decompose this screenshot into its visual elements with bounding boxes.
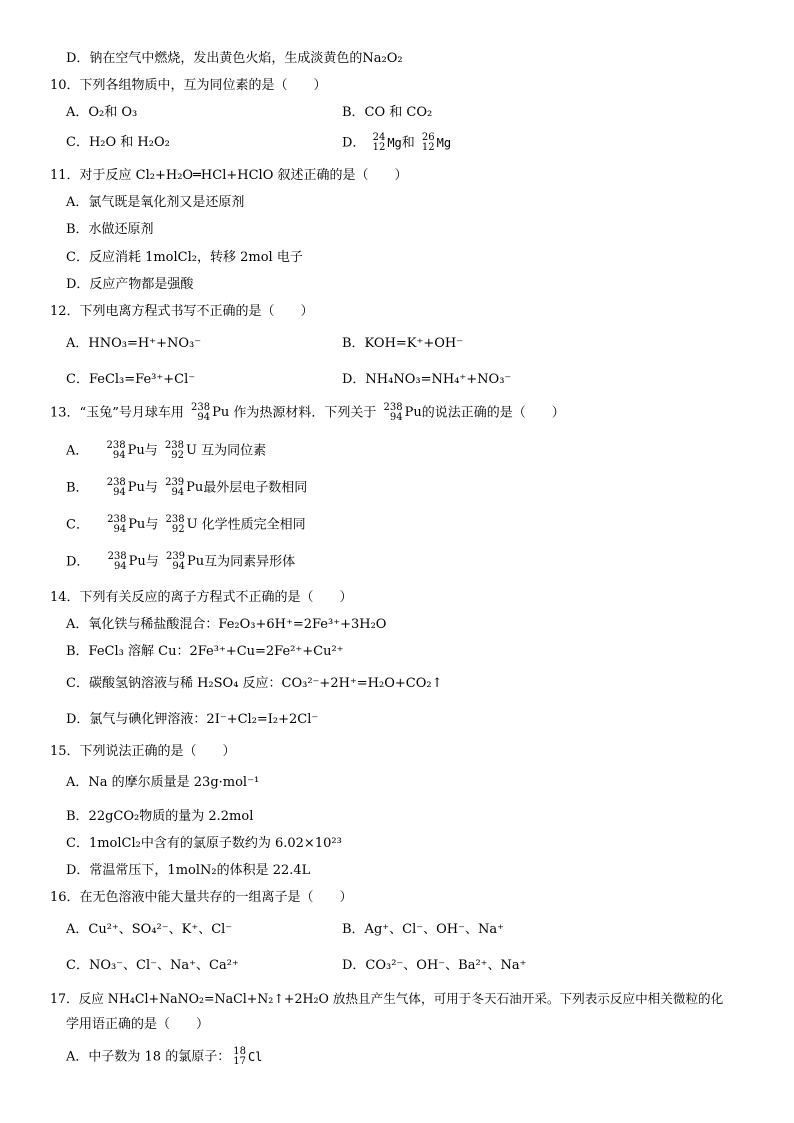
- connector: 和: [401, 135, 415, 151]
- atomic-number: 94: [172, 561, 186, 572]
- q14-option-d: D．氯气与碘化钾溶液：2I⁻+Cl₂=I₂+2Cl⁻: [66, 712, 319, 727]
- atomic-number: 94: [113, 487, 126, 498]
- mass-number: 239: [165, 551, 186, 562]
- q11-option-a: A．氯气既是氧化剂又是还原剂: [66, 195, 245, 210]
- q12-option-d: D．NH₄NO₃=NH₄⁺+NO₃⁻: [342, 372, 512, 387]
- nuclide-pu238: [107, 441, 126, 461]
- element-symbol: Mg: [436, 136, 452, 150]
- element-symbol: Pu: [128, 554, 146, 569]
- element-symbol: Pu: [128, 517, 146, 532]
- element-symbol: Pu: [404, 405, 422, 420]
- q14-option-a: A．氧化铁与稀盐酸混合：Fe₂O₃+6H⁺=2Fe³⁺+3H₂O: [66, 617, 387, 632]
- atomic-number: 94: [113, 524, 127, 535]
- q13-option-b: [66, 475, 307, 502]
- atomic-number: 94: [389, 412, 403, 423]
- atomic-number: 17: [233, 1056, 246, 1067]
- mass-number: 26: [421, 132, 435, 143]
- nuclide-pu238: [107, 515, 126, 535]
- nuclide-pu238: [108, 552, 127, 572]
- q12-option-a: A．HNO₃=H⁺+NO₃⁻: [66, 336, 202, 351]
- mass-number: 238: [107, 551, 127, 562]
- atomic-number: 94: [171, 487, 185, 498]
- q9-option-d: D．钠在空气中燃烧，发出黄色火焰，生成淡黄色的Na₂O₂: [66, 51, 403, 66]
- q16-stem: 16．在无色溶液中能大量共存的一组离子是（ ）: [50, 890, 353, 905]
- q16-option-b: B．Ag⁺、Cl⁻、OH⁻、Na⁺: [342, 922, 504, 937]
- nuclide-u238: [165, 515, 184, 535]
- q16-option-d: D．CO₃²⁻、OH⁻、Ba²⁺、Na⁺: [342, 958, 527, 973]
- q15-option-a: A．Na 的摩尔质量是 23g·mol⁻¹: [66, 775, 260, 790]
- q12-option-b: B．KOH=K⁺+OH⁻: [342, 336, 464, 351]
- nuclide-pu238: [107, 478, 126, 498]
- connector: 与: [145, 554, 159, 570]
- q10-option-b: B．CO 和 CO₂: [342, 105, 433, 120]
- mass-number: 238: [164, 440, 184, 451]
- nuclide-pu239: [166, 552, 185, 572]
- element-symbol: Pu: [127, 480, 145, 495]
- q13-option-a: [66, 438, 266, 465]
- q11-stem: 11．对于反应 Cl₂+H₂O═HCl+HClO 叙述正确的是（ ）: [50, 168, 408, 183]
- nuclide-cl18: [233, 1047, 246, 1067]
- q15-stem: 15．下列说法正确的是（ ）: [50, 744, 236, 759]
- element-symbol: U: [186, 443, 197, 458]
- q10-option-d-label: D．: [342, 135, 366, 151]
- q13-option-d: [66, 549, 295, 576]
- nuclide-u238: [165, 441, 184, 461]
- mass-number: 238: [107, 514, 127, 525]
- nuclide-pu238: [384, 403, 403, 423]
- element-symbol: Pu: [187, 554, 205, 569]
- stem-part: 13．“玉兔”号月球车用: [50, 405, 184, 421]
- q17-stem-line-2: 学用语正确的是（ ）: [66, 1017, 210, 1032]
- element-symbol: Cl: [247, 1050, 263, 1064]
- atomic-number: 92: [171, 450, 184, 461]
- option-text: A．中子数为 18 的氯原子：: [66, 1049, 231, 1065]
- nuclide-pu238: [191, 403, 210, 423]
- q10-option-a: A．O₂和 O₃: [66, 105, 138, 120]
- option-label: B．: [66, 480, 89, 496]
- atomic-number: 94: [112, 450, 126, 461]
- q17-stem-line-1: 17．反应 NH₄Cl+NaNO₂=NaCl+N₂↑+2H₂O 放热且产生气体，可用于冬天石油开采。下列表示反应中相关微粒的化: [50, 991, 724, 1006]
- element-symbol: Pu: [212, 405, 230, 420]
- nuclide-pu239: [165, 478, 184, 498]
- q15-option-b: B．22gCO₂物质的量为 2.2mol: [66, 809, 254, 824]
- q11-option-b: B．水做还原剂: [66, 222, 154, 237]
- option-text: 最外层电子数相同: [203, 480, 308, 496]
- connector: 与: [144, 443, 158, 459]
- mass-number: 238: [383, 402, 403, 413]
- q12-option-c: C．FeCl₃=Fe³⁺+Cl⁻: [66, 372, 196, 387]
- option-label: A．: [66, 443, 89, 459]
- q16-option-c: C．NO₃⁻、Cl⁻、Na⁺、Ca²⁺: [66, 958, 239, 973]
- element-symbol: Pu: [186, 480, 204, 495]
- q10-stem: 10．下列各组物质中，互为同位素的是（ ）: [50, 78, 327, 93]
- q14-option-b: B．FeCl₃ 溶解 Cu：2Fe³⁺+Cu=2Fe²⁺+Cu²⁺: [66, 644, 344, 659]
- q14-option-c: C．碳酸氢钠溶液与稀 H₂SO₄ 反应：CO₃²⁻+2H⁺=H₂O+CO₂↑: [66, 676, 443, 691]
- atomic-number: 12: [421, 142, 435, 153]
- option-text: 互为同素异形体: [204, 554, 296, 570]
- mass-number: 238: [190, 402, 211, 413]
- mass-number: 238: [165, 514, 185, 525]
- mass-number: 238: [106, 440, 126, 451]
- q12-stem: 12．下列电离方程式书写不正确的是（ ）: [50, 304, 314, 319]
- q10-option-c: C．H₂O 和 H₂O₂: [66, 135, 170, 150]
- atomic-number: 12: [372, 142, 386, 153]
- atomic-number: 94: [113, 561, 127, 572]
- q17-option-a: [66, 1044, 262, 1071]
- connector: 与: [145, 517, 159, 533]
- q13-stem: [50, 400, 565, 427]
- element-symbol: U: [186, 517, 198, 532]
- q14-stem: 14．下列有关反应的离子方程式不正确的是（ ）: [50, 590, 353, 605]
- stem-part: 的说法正确的是（ ）: [421, 405, 565, 421]
- mass-number: 24: [372, 132, 386, 143]
- mass-number: 238: [106, 477, 126, 488]
- atomic-number: 94: [197, 412, 211, 423]
- q16-option-a: A．Cu²⁺、SO₄²⁻、K⁺、Cl⁻: [66, 922, 233, 937]
- connector: 与: [144, 480, 158, 496]
- option-text: 互为同位素: [201, 443, 267, 459]
- q10-nuclide-2: [422, 133, 435, 153]
- q11-option-d: D．反应产物都是强酸: [66, 277, 194, 292]
- mass-number: 239: [165, 477, 185, 488]
- option-label: D．: [66, 554, 90, 570]
- atomic-number: 92: [171, 524, 185, 535]
- stem-part: 作为热源材料．下列关于: [233, 405, 377, 421]
- q15-option-d: D．常温常压下，1molN₂的体积是 22.4L: [66, 863, 311, 878]
- option-text: 化学性质完全相同: [201, 517, 306, 533]
- q10-option-d: [342, 130, 451, 157]
- element-symbol: Pu: [127, 443, 145, 458]
- mass-number: 18: [233, 1046, 246, 1057]
- q10-nuclide-1: [373, 133, 386, 153]
- q13-option-c: [66, 512, 306, 539]
- q15-option-c: C．1molCl₂中含有的氯原子数约为 6.02×10²³: [66, 836, 342, 851]
- element-symbol: Mg: [387, 136, 402, 150]
- q11-option-c: C．反应消耗 1molCl₂，转移 2mol 电子: [66, 250, 303, 265]
- option-label: C．: [66, 517, 89, 533]
